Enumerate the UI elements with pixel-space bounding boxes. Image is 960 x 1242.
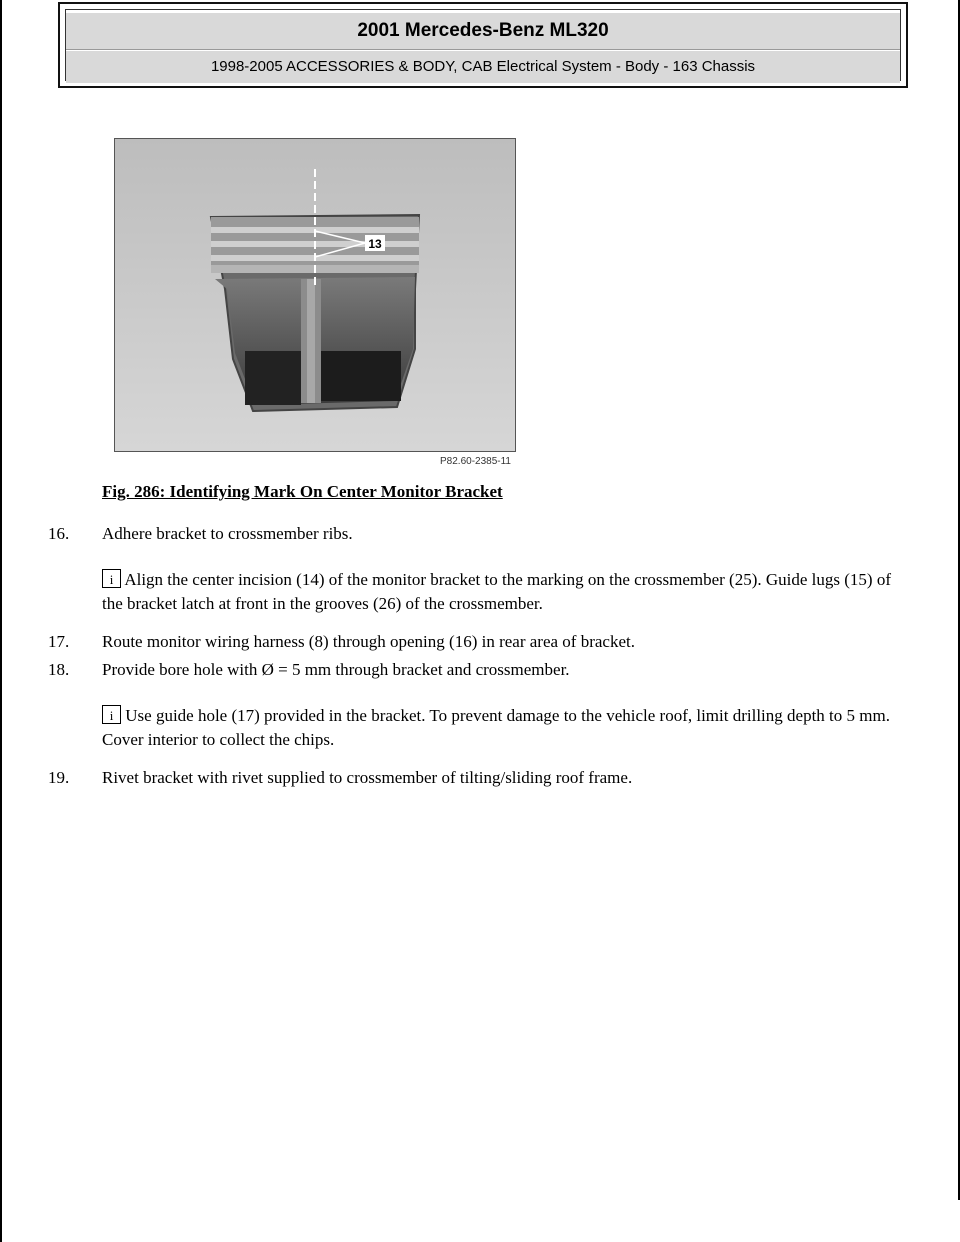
note-text: Use guide hole (17) provided in the bracket. To prevent damage to the vehicle roof, limit drilling depth to 5 mm. Cover interior to collect the chips.	[102, 706, 890, 749]
step-number: 17.	[48, 632, 70, 651]
figure-photo	[114, 138, 516, 452]
info-icon: i	[102, 705, 121, 724]
figure-code: P82.60-2385-11	[440, 456, 511, 467]
page-border-left	[0, 0, 2, 1242]
callout-label: 13	[368, 237, 382, 251]
step-number: 18.	[48, 660, 70, 679]
info-icon: i	[102, 569, 121, 588]
note-2	[102, 704, 912, 752]
step-text: Adhere bracket to crossmember ribs.	[102, 524, 353, 543]
step-text: Rivet bracket with rivet supplied to crossmember of tilting/sliding roof frame.	[102, 768, 633, 787]
bracket-photo-drawing	[115, 139, 515, 451]
header-title: 2001 Mercedes-Benz ML320	[66, 13, 900, 50]
note-text: Align the center incision (14) of the monitor bracket to the marking on the crossmember (25). Guide lugs (15) of the bracket latch at front in the grooves (26) of the crossmember.	[102, 570, 891, 613]
step-text: Route monitor wiring harness (8) through opening (16) in rear area of bracket.	[102, 632, 635, 651]
figure-caption: Fig. 286: Identifying Mark On Center Monitor Bracket	[102, 482, 503, 501]
step-number: 16.	[48, 524, 70, 543]
step-text: Provide bore hole with Ø = 5 mm through bracket and crossmember.	[102, 660, 570, 679]
step-number: 19.	[48, 768, 70, 787]
header-frame	[65, 9, 901, 81]
document-header	[58, 2, 908, 88]
note-1	[102, 568, 912, 616]
header-subtitle: 1998-2005 ACCESSORIES & BODY, CAB Electrical System - Body - 163 Chassis	[66, 51, 900, 83]
